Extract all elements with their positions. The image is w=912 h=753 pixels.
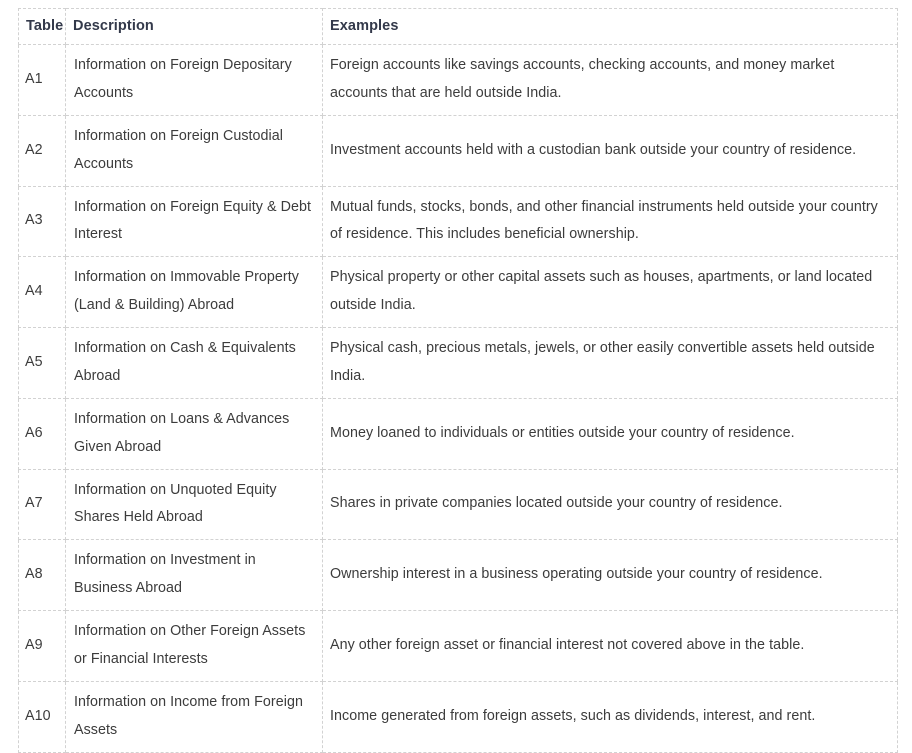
column-header-table: Table — [19, 9, 66, 45]
cell-examples: Physical cash, precious metals, jewels, or other easily convertible assets held outside India. — [323, 328, 898, 399]
cell-examples: Mutual funds, stocks, bonds, and other financial instruments held outside your country of residence. This includes beneficial ownership. — [323, 186, 898, 257]
table-row — [19, 186, 898, 257]
cell-table-key: A5 — [19, 328, 66, 399]
foreign-assets-schedule-table — [18, 8, 898, 753]
cell-description: Information on Foreign Custodial Accounts — [66, 115, 323, 186]
table-row — [19, 45, 898, 116]
cell-table-key: A3 — [19, 186, 66, 257]
cell-examples: Ownership interest in a business operating outside your country of residence. — [323, 540, 898, 611]
cell-description: Information on Investment in Business Abroad — [66, 540, 323, 611]
table-row — [19, 115, 898, 186]
cell-table-key: A2 — [19, 115, 66, 186]
cell-table-key: A7 — [19, 469, 66, 540]
cell-description: Information on Income from Foreign Assets — [66, 681, 323, 752]
table-header-row — [19, 9, 898, 45]
table-row — [19, 328, 898, 399]
cell-table-key: A1 — [19, 45, 66, 116]
cell-examples: Investment accounts held with a custodian bank outside your country of residence. — [323, 115, 898, 186]
column-header-examples: Examples — [323, 9, 898, 45]
column-header-description: Description — [66, 9, 323, 45]
table-row — [19, 681, 898, 752]
cell-description: Information on Immovable Property (Land & Building) Abroad — [66, 257, 323, 328]
cell-description: Information on Cash & Equivalents Abroad — [66, 328, 323, 399]
cell-description: Information on Unquoted Equity Shares Held Abroad — [66, 469, 323, 540]
cell-description: Information on Foreign Equity & Debt Interest — [66, 186, 323, 257]
cell-examples: Physical property or other capital assets such as houses, apartments, or land located outside India. — [323, 257, 898, 328]
table-body — [19, 45, 898, 753]
cell-description: Information on Foreign Depositary Accounts — [66, 45, 323, 116]
cell-table-key: A8 — [19, 540, 66, 611]
table-row — [19, 540, 898, 611]
table-row — [19, 469, 898, 540]
cell-examples: Foreign accounts like savings accounts, checking accounts, and money market accounts that are held outside India. — [323, 45, 898, 116]
table-header — [19, 9, 898, 45]
cell-examples: Money loaned to individuals or entities outside your country of residence. — [323, 398, 898, 469]
cell-table-key: A6 — [19, 398, 66, 469]
cell-table-key: A9 — [19, 611, 66, 682]
cell-examples: Shares in private companies located outside your country of residence. — [323, 469, 898, 540]
table-row — [19, 398, 898, 469]
cell-description: Information on Other Foreign Assets or Financial Interests — [66, 611, 323, 682]
cell-table-key: A10 — [19, 681, 66, 752]
cell-description: Information on Loans & Advances Given Abroad — [66, 398, 323, 469]
table-row — [19, 257, 898, 328]
cell-examples: Any other foreign asset or financial interest not covered above in the table. — [323, 611, 898, 682]
cell-examples: Income generated from foreign assets, such as dividends, interest, and rent. — [323, 681, 898, 752]
cell-table-key: A4 — [19, 257, 66, 328]
